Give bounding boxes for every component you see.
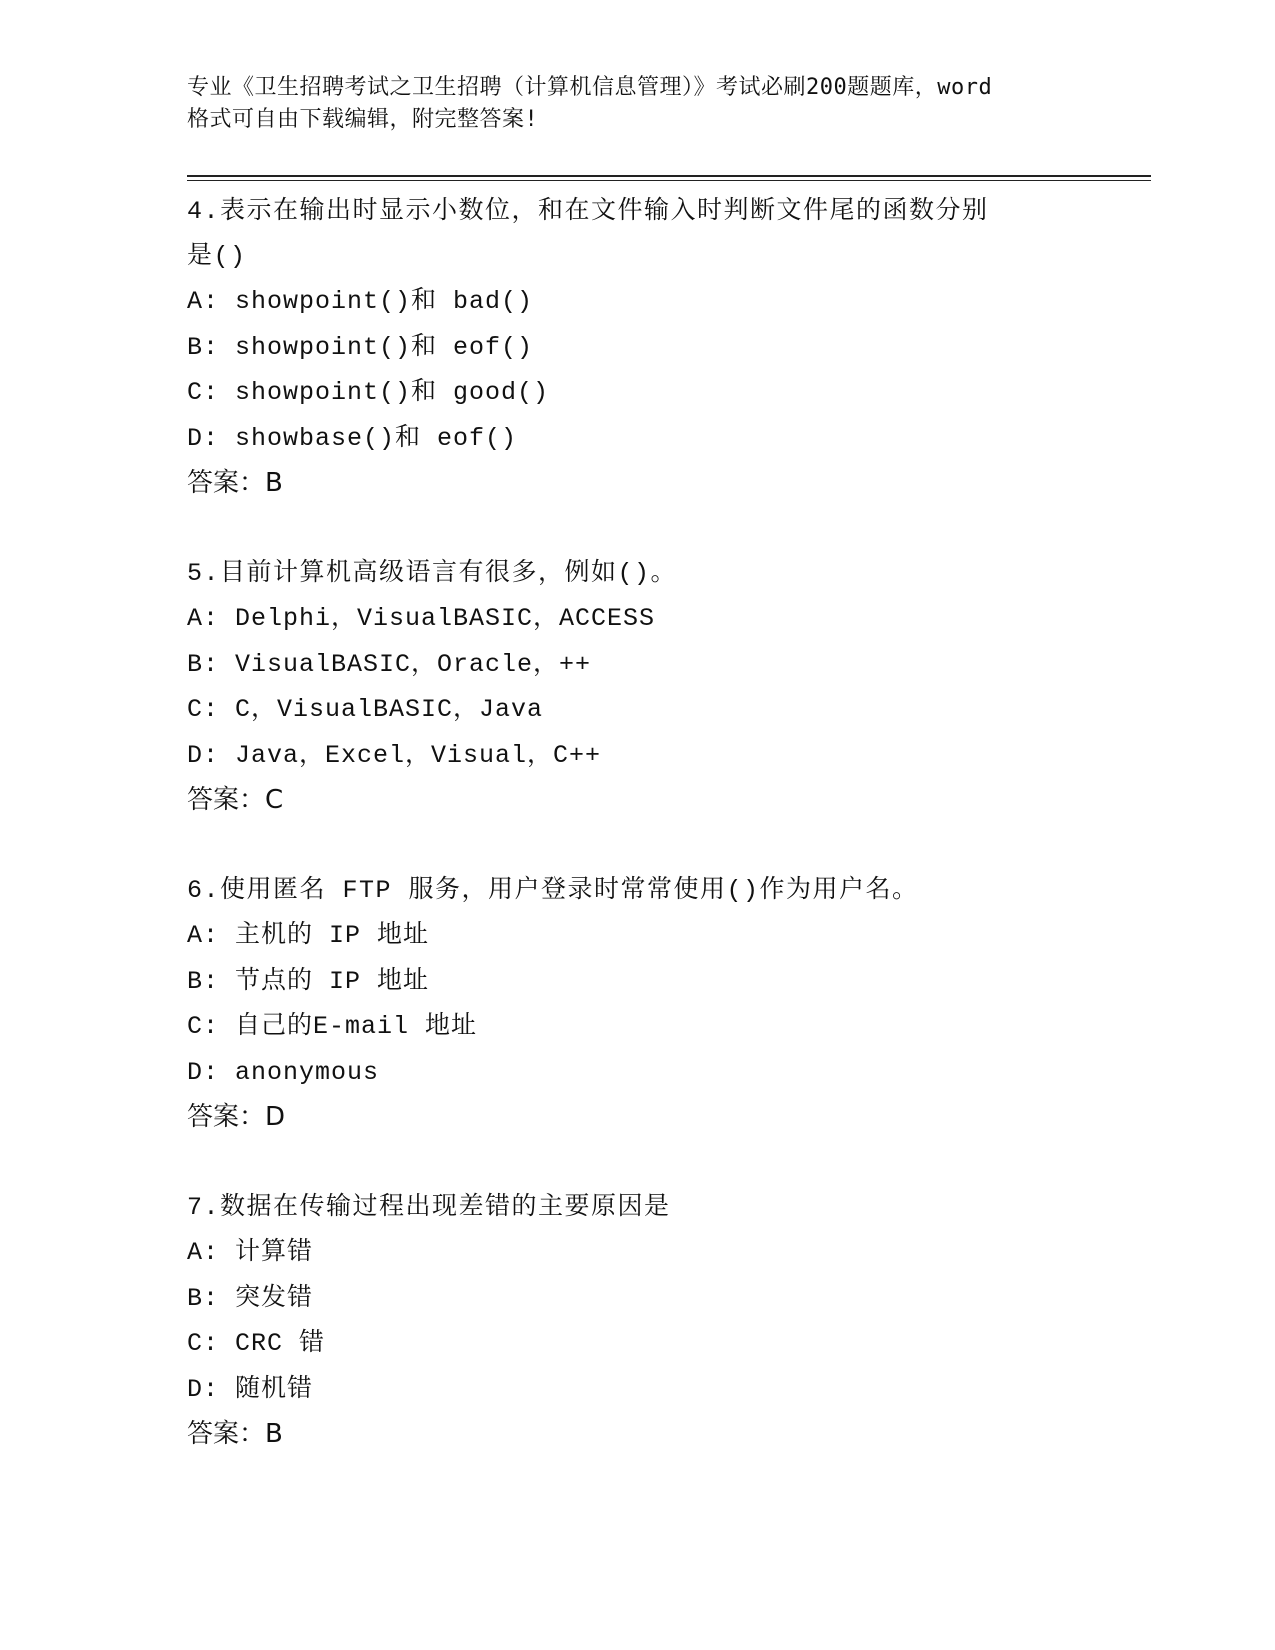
option-b: B: 节点的 IP 地址 <box>187 966 430 996</box>
option-c: C: 自己的E-mail 地址 <box>187 1012 478 1041</box>
option-c: C: CRC 错 <box>187 1329 326 1358</box>
question-6 <box>187 868 1087 1139</box>
option-d: D: Java，Excel，Visual，C++ <box>187 740 602 770</box>
question-stem <box>187 189 1087 279</box>
option-c: C: showpoint()和 good() <box>187 378 550 407</box>
answer: 答案：B <box>187 468 283 498</box>
question-stem-line-1: 4.表示在输出时显示小数位，和在文件输入时判断文件尾的函数分别 <box>187 197 989 226</box>
option-d: D: showbase()和 eof() <box>187 423 518 453</box>
answer: 答案：B <box>187 1419 283 1449</box>
option-b: B: VisualBASIC，Oracle，++ <box>187 649 592 679</box>
option-b: B: 突发错 <box>187 1283 314 1313</box>
question-stem <box>187 868 1087 913</box>
question-7 <box>187 1185 1087 1456</box>
option-a: A: 计算错 <box>187 1238 314 1267</box>
question-stem <box>187 1185 1087 1230</box>
option-b: B: showpoint()和 eof() <box>187 332 534 362</box>
question-stem-line-1: 6.使用匿名 FTP 服务，用户登录时常常使用()作为用户名。 <box>187 876 919 905</box>
question-stem-line-2: 是() <box>187 242 247 271</box>
header-divider-thin <box>187 180 1151 181</box>
header-divider-thick <box>187 175 1151 177</box>
option-a: A: 主机的 IP 地址 <box>187 921 430 950</box>
option-c: C: C，VisualBASIC，Java <box>187 695 544 724</box>
option-a: A: showpoint()和 bad() <box>187 287 534 316</box>
option-d: D: 随机错 <box>187 1374 314 1404</box>
question-stem <box>187 551 1087 596</box>
question-5 <box>187 551 1087 822</box>
question-4 <box>187 189 1087 505</box>
answer: 答案：D <box>187 1102 286 1132</box>
document-header <box>187 72 1087 136</box>
option-d: D: anonymous <box>187 1057 380 1087</box>
header-line-2: 格式可自由下载编辑，附完整答案! <box>187 107 539 132</box>
header-line-1: 专业《卫生招聘考试之卫生招聘（计算机信息管理）》考试必刷200题题库，word <box>187 75 993 100</box>
option-a: A: Delphi，VisualBASIC，ACCESS <box>187 604 656 633</box>
question-stem-line-1: 7.数据在传输过程出现差错的主要原因是 <box>187 1193 671 1222</box>
question-stem-line-1: 5.目前计算机高级语言有很多，例如()。 <box>187 559 678 588</box>
answer: 答案：C <box>187 785 284 815</box>
